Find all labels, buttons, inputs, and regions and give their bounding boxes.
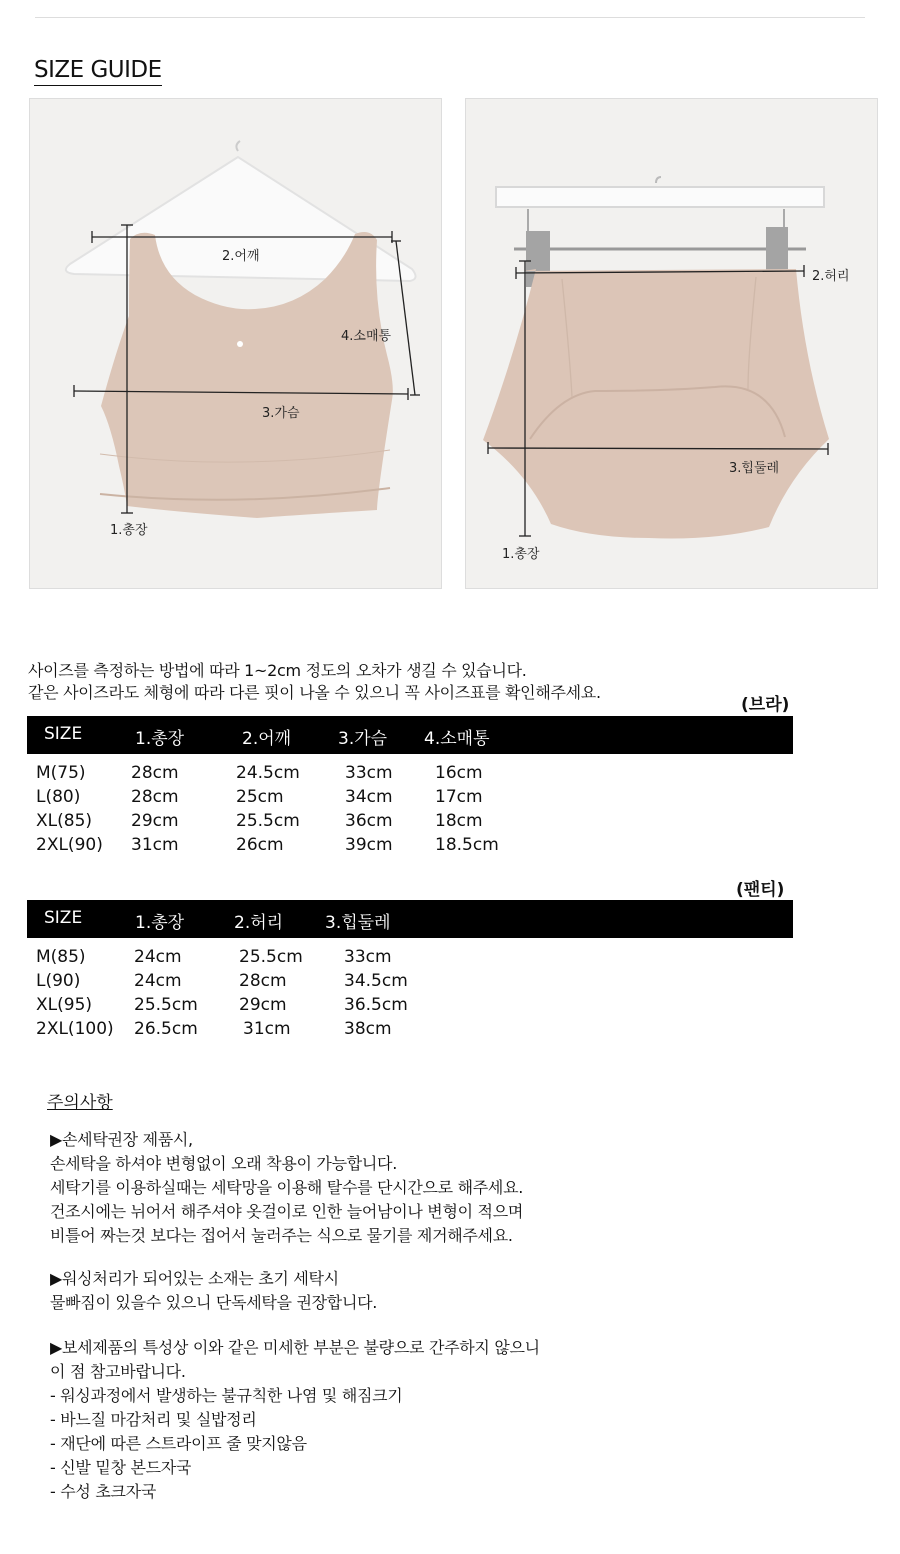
length-label: 1.총장 <box>502 547 540 562</box>
caution-line: 물빠짐이 있을수 있으니 단독세탁을 권장합니다. <box>50 1293 378 1312</box>
caution-heading: 주의사항 <box>47 1093 113 1113</box>
table-cell: 25.5cm <box>239 947 303 967</box>
bra-table-header <box>27 716 793 754</box>
table-cell: 36.5cm <box>344 995 408 1015</box>
header-cell: 1.총장 <box>135 729 185 749</box>
length-label: 1.총장 <box>110 523 148 538</box>
table-cell: M(85) <box>36 947 86 967</box>
table-cell: 26cm <box>236 835 284 855</box>
caution-line: ▶보세제품의 특성상 이와 같은 미세한 부분은 불량으로 간주하지 않으니 <box>50 1338 540 1357</box>
table-cell: 31cm <box>131 835 179 855</box>
header-cell: SIZE <box>44 908 83 928</box>
header-cell: 3.가슴 <box>338 729 388 749</box>
armhole-label: 4.소매통 <box>341 329 392 344</box>
table-cell: 2XL(100) <box>36 1019 114 1039</box>
panty-table-caption: (팬티) <box>736 880 785 900</box>
caution-line: 건조시에는 뉘어서 해주셔야 옷걸이로 인한 늘어남이나 변형이 적으며 <box>50 1202 524 1221</box>
table-cell: 2XL(90) <box>36 835 103 855</box>
header-cell: 2.어깨 <box>242 729 292 749</box>
header-cell: SIZE <box>44 724 83 744</box>
table-cell: 33cm <box>344 947 392 967</box>
table-cell: 26.5cm <box>134 1019 198 1039</box>
hip-label: 3.힙둘레 <box>729 461 780 476</box>
table-cell: 16cm <box>435 763 483 783</box>
table-cell: 33cm <box>345 763 393 783</box>
table-cell: 18cm <box>435 811 483 831</box>
table-cell: 25.5cm <box>236 811 300 831</box>
table-cell: 28cm <box>131 787 179 807</box>
table-cell: 24cm <box>134 947 182 967</box>
table-cell: L(80) <box>36 787 81 807</box>
top-divider <box>35 17 865 18</box>
table-cell: 29cm <box>131 811 179 831</box>
table-cell: 34.5cm <box>344 971 408 991</box>
caution-line: - 바느질 마감처리 및 실밥정리 <box>50 1410 257 1429</box>
caution-line: 이 점 참고바랍니다. <box>50 1362 186 1381</box>
waist-label: 2.허리 <box>812 269 850 284</box>
caution-line: - 신발 밑창 본드자국 <box>50 1458 192 1477</box>
table-cell: 29cm <box>239 995 287 1015</box>
caution-line: - 워싱과정에서 발생하는 불규칙한 나염 및 해짐크기 <box>50 1386 403 1405</box>
table-cell: 17cm <box>435 787 483 807</box>
bra-table-caption: (브라) <box>741 695 790 715</box>
panty-measure-image <box>465 98 878 589</box>
caution-line: ▶워싱처리가 되어있는 소재는 초기 세탁시 <box>50 1269 339 1288</box>
table-cell: L(90) <box>36 971 81 991</box>
table-cell: 36cm <box>345 811 393 831</box>
caution-line: - 재단에 따른 스트라이프 줄 맞지않음 <box>50 1434 307 1453</box>
chest-label: 3.가슴 <box>262 406 300 421</box>
caution-line: ▶손세탁권장 제품시, <box>50 1130 193 1149</box>
header-cell: 3.힙둘레 <box>325 913 391 933</box>
table-cell: 24.5cm <box>236 763 300 783</box>
header-cell: 2.허리 <box>234 913 284 933</box>
table-cell: 25cm <box>236 787 284 807</box>
table-cell: XL(95) <box>36 995 93 1015</box>
table-cell: 34cm <box>345 787 393 807</box>
table-cell: M(75) <box>36 763 86 783</box>
panty-table-header <box>27 900 793 938</box>
table-cell: 25.5cm <box>134 995 198 1015</box>
header-cell: 4.소매통 <box>424 729 490 749</box>
caution-line: 손세탁을 하셔야 변형없이 오래 착용이 가능합니다. <box>50 1154 397 1173</box>
note-line: 사이즈를 측정하는 방법에 따라 1~2cm 정도의 오차가 생길 수 있습니다. <box>28 661 527 680</box>
table-cell: 18.5cm <box>435 835 499 855</box>
caution-line: - 수성 초크자국 <box>50 1482 156 1501</box>
page-title: SIZE GUIDE <box>34 56 162 86</box>
table-cell: 38cm <box>344 1019 392 1039</box>
caution-line: 비틀어 짜는것 보다는 접어서 눌러주는 식으로 물기를 제거해주세요. <box>50 1226 513 1245</box>
table-cell: 24cm <box>134 971 182 991</box>
table-cell: 28cm <box>239 971 287 991</box>
caution-line: 세탁기를 이용하실때는 세탁망을 이용해 탈수를 단시간으로 해주세요. <box>50 1178 524 1197</box>
table-cell: 31cm <box>243 1019 291 1039</box>
table-cell: 28cm <box>131 763 179 783</box>
table-cell: XL(85) <box>36 811 93 831</box>
shoulder-label: 2.어깨 <box>222 249 260 264</box>
note-line: 같은 사이즈라도 체형에 따라 다른 핏이 나올 수 있으니 꼭 사이즈표를 확인해주세요. <box>28 683 601 702</box>
bra-measure-image <box>29 98 442 589</box>
header-cell: 1.총장 <box>135 913 185 933</box>
table-cell: 39cm <box>345 835 393 855</box>
